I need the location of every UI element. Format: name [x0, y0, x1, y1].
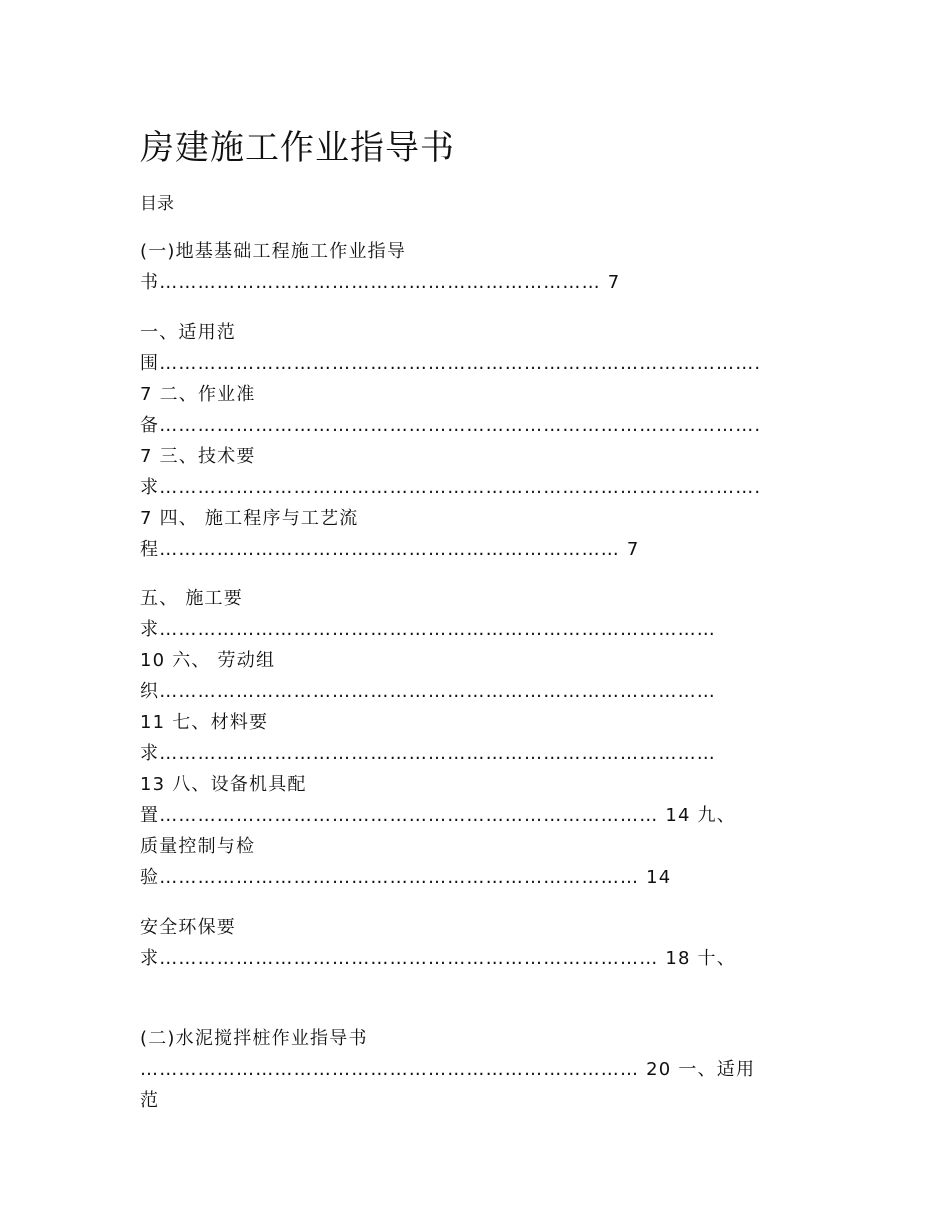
toc-heading: 目录	[140, 194, 174, 214]
toc-line: 7 三、技术要	[140, 446, 256, 467]
toc-line: 求………………………………………………………………………………….	[140, 477, 762, 498]
toc-line: (一)地基基础工程施工作业指导	[140, 241, 407, 262]
toc-line: 程……………………………………………………………… 7	[140, 539, 640, 560]
toc-line: 围………………………………………………………………………………….	[140, 353, 762, 374]
toc-line: 范	[140, 1090, 160, 1111]
toc-line: 7 二、作业准	[140, 384, 256, 405]
toc-line: 书…………………………………………………………… 7	[140, 272, 621, 293]
toc-line: 五、 施工要	[140, 588, 243, 609]
toc-line: 求……………………………………………………………………………	[140, 619, 716, 640]
toc-line: …………………………………………………………………… 20 一、适用	[140, 1059, 756, 1080]
toc-line: 验………………………………………………………………… 14	[140, 867, 672, 888]
toc-line: 求…………………………………………………………………… 18 十、	[140, 948, 736, 969]
toc-line: 置…………………………………………………………………… 14 九、	[140, 805, 736, 826]
toc-line: 13 八、设备机具配	[140, 774, 307, 795]
toc-line: 一、适用范	[140, 322, 236, 343]
toc-line: 质量控制与检	[140, 836, 256, 857]
toc-line: 10 六、 劳动组	[140, 650, 276, 671]
toc-line: 7 四、 施工程序与工艺流	[140, 508, 359, 529]
toc-line: 安全环保要	[140, 917, 236, 938]
toc-line: 求……………………………………………………………………………	[140, 743, 716, 764]
document-title: 房建施工作业指导书	[140, 128, 455, 168]
toc-line: 备………………………………………………………………………………….	[140, 415, 762, 436]
toc-line: 11 七、材料要	[140, 712, 269, 733]
toc-line: (二)水泥搅拌桩作业指导书	[140, 1028, 368, 1049]
toc-line: 织……………………………………………………………………………	[140, 681, 716, 702]
